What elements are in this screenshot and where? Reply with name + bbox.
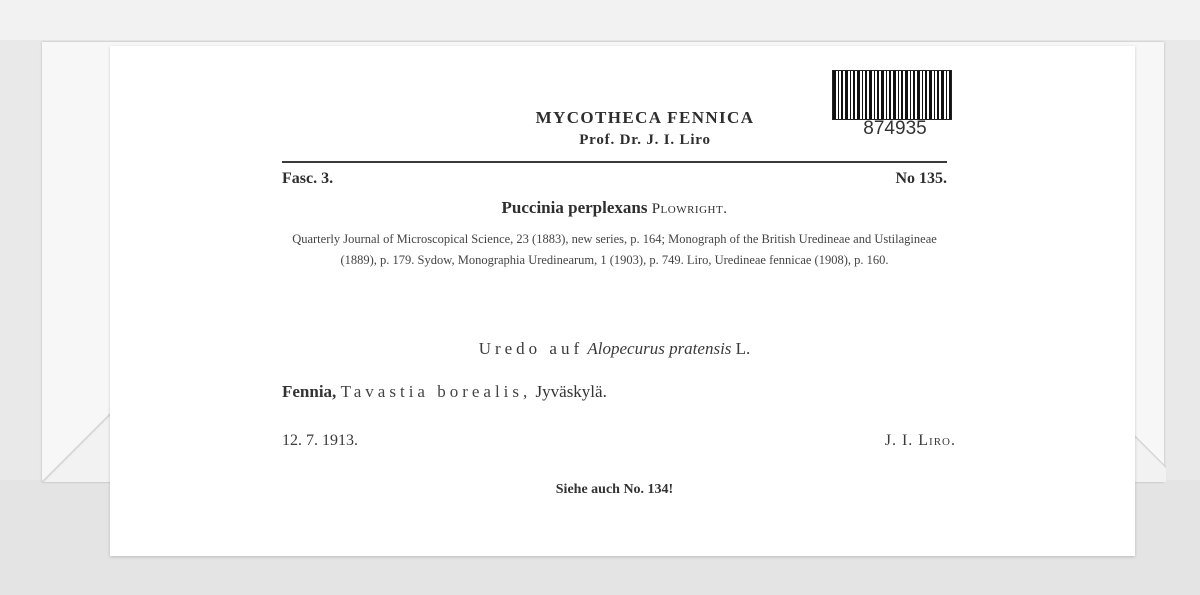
- locality: Jyväskylä.: [535, 382, 607, 401]
- country: Fennia,: [282, 382, 337, 401]
- collection-editor: Prof. Dr. J. I. Liro: [579, 132, 711, 148]
- barcode-icon: [832, 70, 952, 120]
- background-top: [0, 0, 1200, 40]
- specimen-label: [110, 46, 1135, 556]
- collection-date: 12. 7. 1913.: [282, 432, 358, 449]
- header-divider: [282, 161, 947, 163]
- species-author: Plowright.: [651, 201, 728, 217]
- envelope-flap-left: [42, 412, 112, 482]
- host-species: Alopecurus pratensis: [587, 339, 732, 358]
- collection-title: MYCOTHECA FENNICA: [535, 108, 755, 127]
- host-author: L.: [735, 339, 751, 358]
- catalog-number: 874935: [863, 118, 927, 139]
- host-prefix: Uredo auf: [478, 339, 584, 358]
- fascicle: Fasc. 3.: [282, 170, 334, 187]
- locality-line: [282, 382, 607, 402]
- species-line: [282, 198, 947, 218]
- species-name: Puccinia perplexans: [501, 198, 648, 217]
- host-line: [282, 339, 947, 359]
- collector: J. I. Liro.: [884, 432, 956, 449]
- see-also-note: Siehe auch No. 134!: [555, 482, 674, 497]
- region: Tavastia borealis,: [340, 382, 532, 401]
- exsiccata-number: No 135.: [895, 170, 947, 187]
- literature-references: Quarterly Journal of Microscopical Science, 23 (1883), new series, p. 164; Monograph of the British Uredineae and Ustilagineae (1889), p. 179. Sydow, Monographia Uredinearum, 1 (1903), p. 749. Liro, Uredineae fennicae (1908), p. 160.: [292, 232, 937, 267]
